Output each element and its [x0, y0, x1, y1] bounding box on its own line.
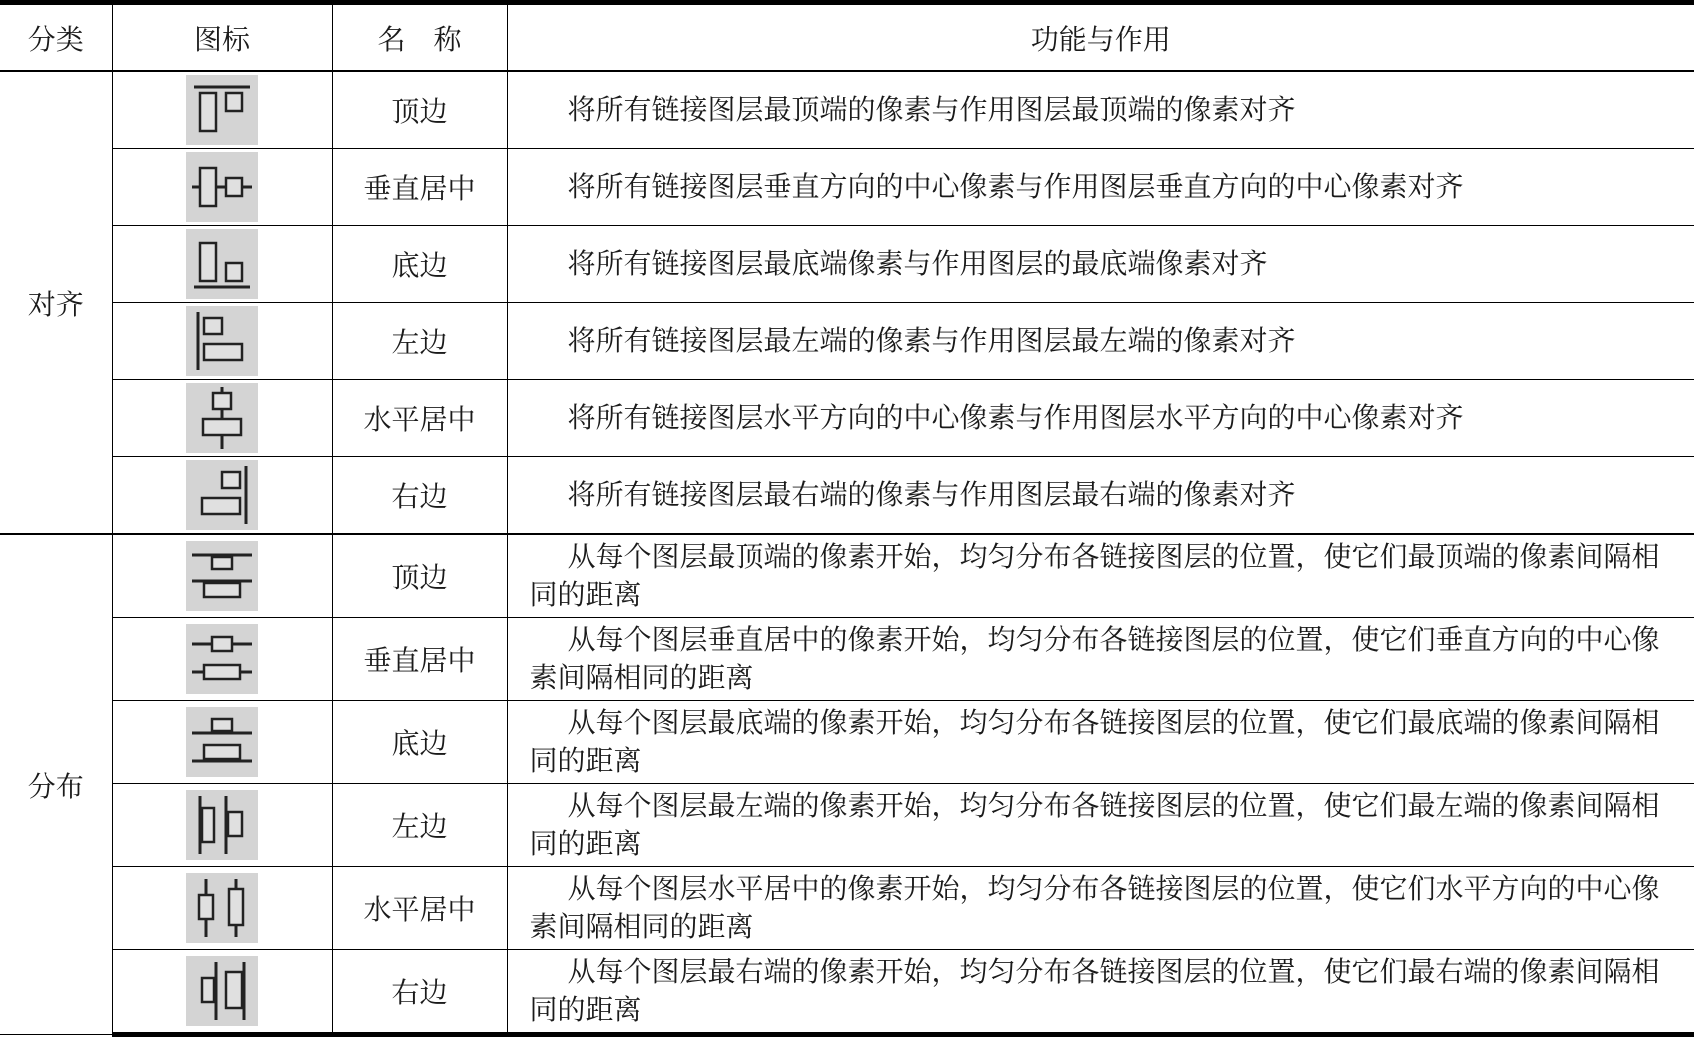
align-top-edges-icon [186, 75, 258, 145]
header-row [0, 3, 1694, 72]
row-description: 将所有链接图层最底端像素与作用图层的最底端像素对齐 [507, 226, 1694, 303]
row-name: 右边 [332, 950, 507, 1035]
row-description: 将所有链接图层最左端的像素与作用图层最左端的像素对齐 [507, 303, 1694, 380]
row-description: 将所有链接图层水平方向的中心像素与作用图层水平方向的中心像素对齐 [507, 380, 1694, 457]
align-right-edges-icon [186, 460, 258, 530]
row-name: 右边 [332, 457, 507, 535]
row-description: 从每个图层最右端的像素开始，均匀分布各链接图层的位置，使它们最右端的像素间隔相同的距离 [507, 950, 1694, 1035]
distribute-left-edges-icon [186, 790, 258, 860]
table-row [0, 534, 1694, 618]
table-row [0, 618, 1694, 701]
row-name: 左边 [332, 784, 507, 867]
distribute-vertical-centers-icon [186, 624, 258, 694]
align-bottom-edges-icon [186, 229, 258, 299]
row-description: 将所有链接图层最顶端的像素与作用图层最顶端的像素对齐 [507, 71, 1694, 149]
category-align: 对齐 [0, 71, 112, 534]
distribute-right-edges-icon [186, 956, 258, 1026]
align-vertical-centers-icon [186, 152, 258, 222]
row-description: 从每个图层垂直居中的像素开始，均匀分布各链接图层的位置，使它们垂直方向的中心像素间隔相同的距离 [507, 618, 1694, 701]
category-distribute: 分布 [0, 534, 112, 1035]
row-description: 从每个图层最底端的像素开始，均匀分布各链接图层的位置，使它们最底端的像素间隔相同的距离 [507, 701, 1694, 784]
distribute-horizontal-centers-icon [186, 873, 258, 943]
table-row [0, 867, 1694, 950]
row-name: 顶边 [332, 71, 507, 149]
header-category: 分类 [0, 3, 112, 72]
table-row [0, 71, 1694, 149]
row-name: 顶边 [332, 534, 507, 618]
header-icon: 图标 [112, 3, 332, 72]
table-row [0, 380, 1694, 457]
row-description: 将所有链接图层最右端的像素与作用图层最右端的像素对齐 [507, 457, 1694, 535]
table-row [0, 950, 1694, 1035]
row-name: 底边 [332, 226, 507, 303]
align-left-edges-icon [186, 306, 258, 376]
row-name: 垂直居中 [332, 618, 507, 701]
table-row [0, 701, 1694, 784]
header-function: 功能与作用 [507, 3, 1694, 72]
table-row [0, 784, 1694, 867]
row-name: 水平居中 [332, 867, 507, 950]
row-name: 底边 [332, 701, 507, 784]
table-row [0, 303, 1694, 380]
row-name: 水平居中 [332, 380, 507, 457]
row-description: 从每个图层最左端的像素开始，均匀分布各链接图层的位置，使它们最左端的像素间隔相同的距离 [507, 784, 1694, 867]
row-name: 垂直居中 [332, 149, 507, 226]
distribute-bottom-edges-icon [186, 707, 258, 777]
distribute-top-edges-icon [186, 541, 258, 611]
row-description: 从每个图层最顶端的像素开始，均匀分布各链接图层的位置，使它们最顶端的像素间隔相同的距离 [507, 534, 1694, 618]
table-row [0, 457, 1694, 535]
row-description: 从每个图层水平居中的像素开始，均匀分布各链接图层的位置，使它们水平方向的中心像素间隔相同的距离 [507, 867, 1694, 950]
table-row [0, 226, 1694, 303]
table-row [0, 149, 1694, 226]
align-horizontal-centers-icon [186, 383, 258, 453]
row-description: 将所有链接图层垂直方向的中心像素与作用图层垂直方向的中心像素对齐 [507, 149, 1694, 226]
header-name: 名 称 [332, 3, 507, 72]
row-name: 左边 [332, 303, 507, 380]
